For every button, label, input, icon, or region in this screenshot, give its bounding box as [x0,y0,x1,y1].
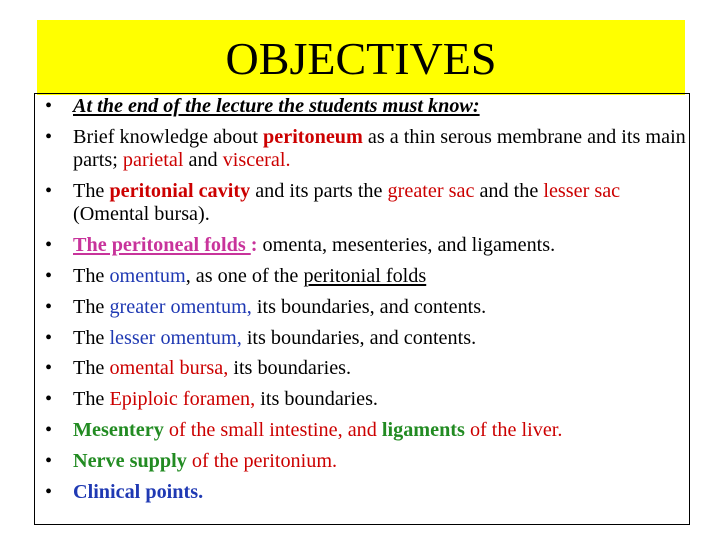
bullet-icon: • [45,295,53,318]
objective-item [0,327,700,350]
objective-item [0,419,700,442]
objective-text: its boundaries, and contents. [251,295,487,318]
bullet-icon: • [45,326,53,349]
objective-text: The [73,295,110,318]
bullet-icon: • [45,480,53,503]
bullet-icon: • [45,449,53,472]
bullet-icon: • [45,125,53,148]
bullet-icon: • [45,418,53,441]
objective-text: ligaments [381,418,465,441]
objective-text: Nerve supply [73,449,187,472]
objective-text: parietal [122,149,184,172]
bullet-icon: • [45,95,53,117]
objective-text: At the end of the lecture the students must know: [73,95,480,117]
objective-text: The peritoneal folds [73,234,251,257]
objective-item [0,95,700,118]
objective-item [0,357,700,380]
objective-text: omental bursa, [109,357,229,380]
objective-item [0,450,700,473]
objective-text: peritoneum [263,125,363,148]
objective-text: of the peritonium. [186,449,338,472]
objective-text: Brief knowledge about [73,125,264,148]
objective-text: and the [474,180,544,202]
objective-item [0,126,700,173]
objective-text: of the liver. [464,418,563,441]
objective-text: and its parts the [250,180,388,202]
objective-text: The [73,180,110,202]
objective-item [0,296,700,319]
objective-text: its boundaries. [255,388,378,411]
objective-item [0,234,700,257]
objective-text: its boundaries, and contents. [241,326,477,349]
objective-text: The [73,265,110,287]
objective-text: visceral. [222,149,291,172]
bullet-icon: • [45,234,53,257]
objective-text: its boundaries. [228,357,352,380]
objective-text: of the small intestine, and [163,418,382,441]
bullet-icon: • [45,357,53,380]
bullet-icon: • [45,180,53,202]
objective-text: and [183,149,223,172]
objective-text: Mesentery [73,418,164,441]
objective-text: The [73,388,110,411]
objective-text: peritonial cavity [109,180,251,202]
objective-text: The [73,357,110,380]
objective-text: (Omental bursa). [73,203,210,226]
objective-text: greater omentum, [109,295,252,318]
objective-text: as a thin serous membrane and its main parts; [73,125,686,172]
objective-text: : [250,234,258,257]
bullet-icon: • [45,265,53,287]
objective-text: omentum [109,265,186,287]
objective-item [0,388,700,411]
objective-text: , as one of the [185,265,304,287]
objective-text: omenta, mesenteries, and ligaments. [257,234,556,257]
objective-text: greater sac [387,180,475,202]
title-band [37,20,685,95]
slide-title: OBJECTIVES [225,33,497,84]
objective-item [0,481,700,504]
objective-item [0,265,700,288]
objective-item [0,180,700,227]
objective-text: lesser sac [543,180,621,202]
objective-text: lesser omentum, [109,326,242,349]
objectives-list [0,95,700,511]
objective-text: The [73,326,110,349]
objective-text: Epiploic foramen, [109,388,256,411]
bullet-icon: • [45,388,53,411]
objective-text: peritonial folds [303,265,427,287]
objective-text: Clinical points. [73,480,204,503]
